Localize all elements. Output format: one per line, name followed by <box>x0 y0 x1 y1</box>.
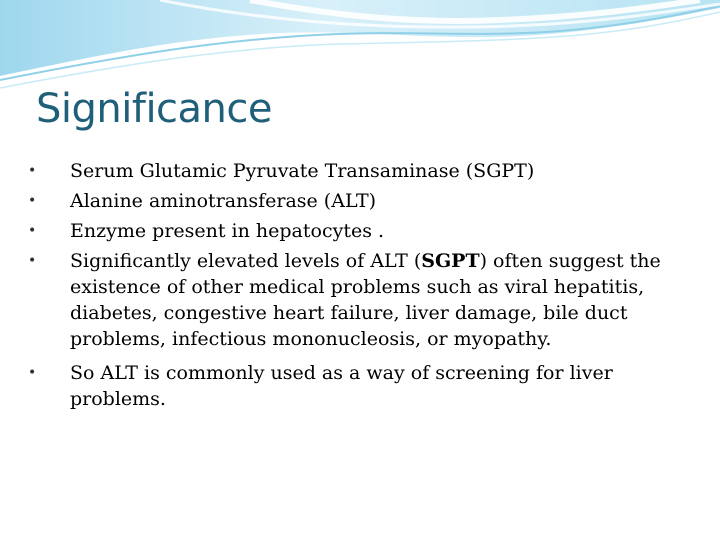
bullet-strong-term: SGPT <box>421 250 480 272</box>
bullet-item-screening <box>22 360 672 412</box>
bullet-item-alt <box>22 188 672 214</box>
bullet-icon: • <box>28 193 37 209</box>
bullet-item-sgpt <box>22 158 672 184</box>
bullet-text-before: Significantly elevated levels of ALT ( <box>70 250 422 272</box>
slide-title: Significance <box>36 86 273 132</box>
top-wave-decoration <box>0 0 720 90</box>
bullet-text: Enzyme present in hepatocytes . <box>70 220 385 242</box>
bullet-text: Serum Glutamic Pyruvate Transaminase (SGPT) <box>70 160 535 182</box>
bullet-icon: • <box>28 223 37 239</box>
bullet-item-hepatocytes <box>22 218 672 244</box>
bullet-list <box>22 158 672 416</box>
bullet-item-elevated-alt <box>22 248 672 352</box>
bullet-icon: • <box>28 163 37 179</box>
bullet-text: Alanine aminotransferase (ALT) <box>70 190 377 212</box>
bullet-icon: • <box>28 365 37 381</box>
bullet-text-after: ) often suggest the existence of other medical problems such as viral hepatitis, diabetes, congestive heart failure, liver damage, bile duct problems, infectious mononucleosis, or myopathy. <box>70 250 661 350</box>
bullet-icon: • <box>28 253 37 269</box>
bullet-text: So ALT is commonly used as a way of screening for liver problems. <box>70 362 613 410</box>
